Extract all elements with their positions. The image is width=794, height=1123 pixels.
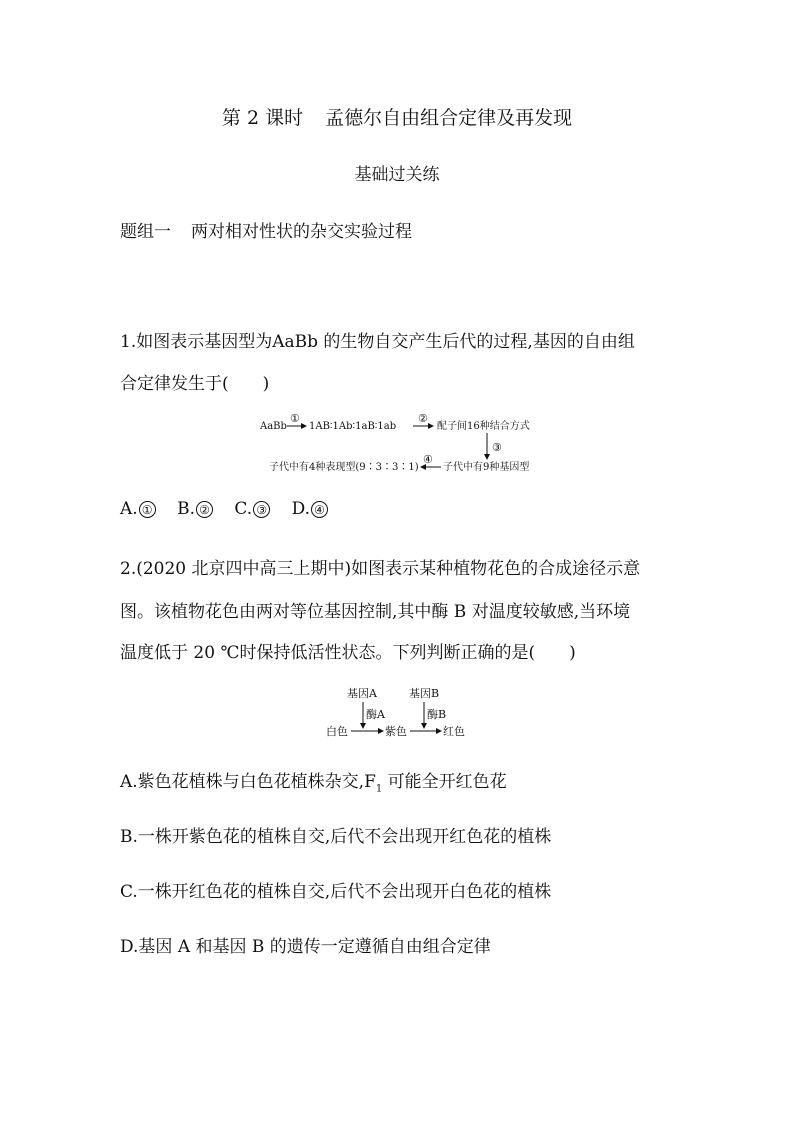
group-label: 题组一	[120, 222, 171, 242]
q2-option-a-text-end: 可能全开红色花	[382, 772, 507, 792]
step3-marker: ③	[492, 441, 502, 454]
option-letter: B.	[177, 499, 195, 519]
step3-option-icon: ③	[253, 501, 270, 518]
lesson-topic: 孟德尔自由组合定律及再发现	[325, 107, 573, 129]
q2-stem-line2: 图。该植物花色由两对等位基因控制,其中酶 B 对温度较敏感,当环境	[120, 602, 631, 622]
step1-option-icon: ①	[139, 501, 156, 518]
q1-stem-line1: 1.如图表示基因型为AaBb 的生物自交产生后代的过程,基因的自由组	[120, 332, 635, 352]
q2-option-a-subscript: 1	[375, 783, 383, 795]
step1-marker: ①	[290, 412, 300, 425]
q2-stem-line3: 温度低于 20 ℃时保持低活性状态。下列判断正确的是( )	[120, 643, 576, 663]
diagram-gamete-ratio: 1AB∶1Ab∶1aB∶1ab	[309, 421, 397, 432]
q2-stem-line1: 2.(2020 北京四中高三上期中)如图表示某种植物花色的合成途径示意	[120, 559, 641, 579]
option-letter: A.	[120, 499, 138, 519]
white-color-label: 白色	[326, 725, 348, 738]
step2-marker: ②	[418, 412, 428, 425]
q1-stem-line2: 合定律发生于( )	[120, 374, 270, 394]
diagram-gamete-combinations: 配子间16种结合方式	[437, 421, 530, 432]
group-title: 两对相对性状的杂交实验过程	[191, 222, 412, 242]
enzyme-b-label: 酶B	[427, 708, 447, 721]
lesson-number: 第 2 课时	[221, 107, 304, 129]
step4-option-icon: ④	[311, 501, 328, 518]
q2-option-d[interactable]: D.基因 A 和基因 B 的遗传一定遵循自由组合定律	[120, 937, 491, 957]
q2-option-b[interactable]: B.一株开紫色花的植株自交,后代不会出现开红色花的植株	[120, 827, 552, 847]
gene-b-label: 基因B	[409, 687, 440, 700]
q2-option-c[interactable]: C.一株开红色花的植株自交,后代不会出现开白色花的植株	[120, 882, 552, 902]
step4-marker: ④	[423, 453, 433, 466]
option-letter: C.	[234, 499, 253, 519]
red-color-label: 红色	[443, 725, 465, 738]
enzyme-a-label: 酶A	[366, 708, 385, 721]
purple-color-label: 紫色	[385, 725, 407, 738]
diagram-genotype-count: 子代中有9种基因型	[443, 462, 530, 473]
step2-option-icon: ②	[196, 501, 213, 518]
diagram-phenotype-ratio: 子代中有4种表现型(9∶3∶3∶1)	[269, 462, 419, 473]
section-subtitle: 基础过关练	[354, 165, 440, 185]
diagram-start-genotype: AaBb	[260, 421, 287, 432]
q2-option-a-text: A.紫色花植株与白色花植株杂交,F	[120, 772, 376, 792]
gene-a-label: 基因A	[347, 687, 377, 700]
option-letter: D.	[291, 499, 311, 519]
q2-option-a[interactable]	[120, 767, 507, 794]
